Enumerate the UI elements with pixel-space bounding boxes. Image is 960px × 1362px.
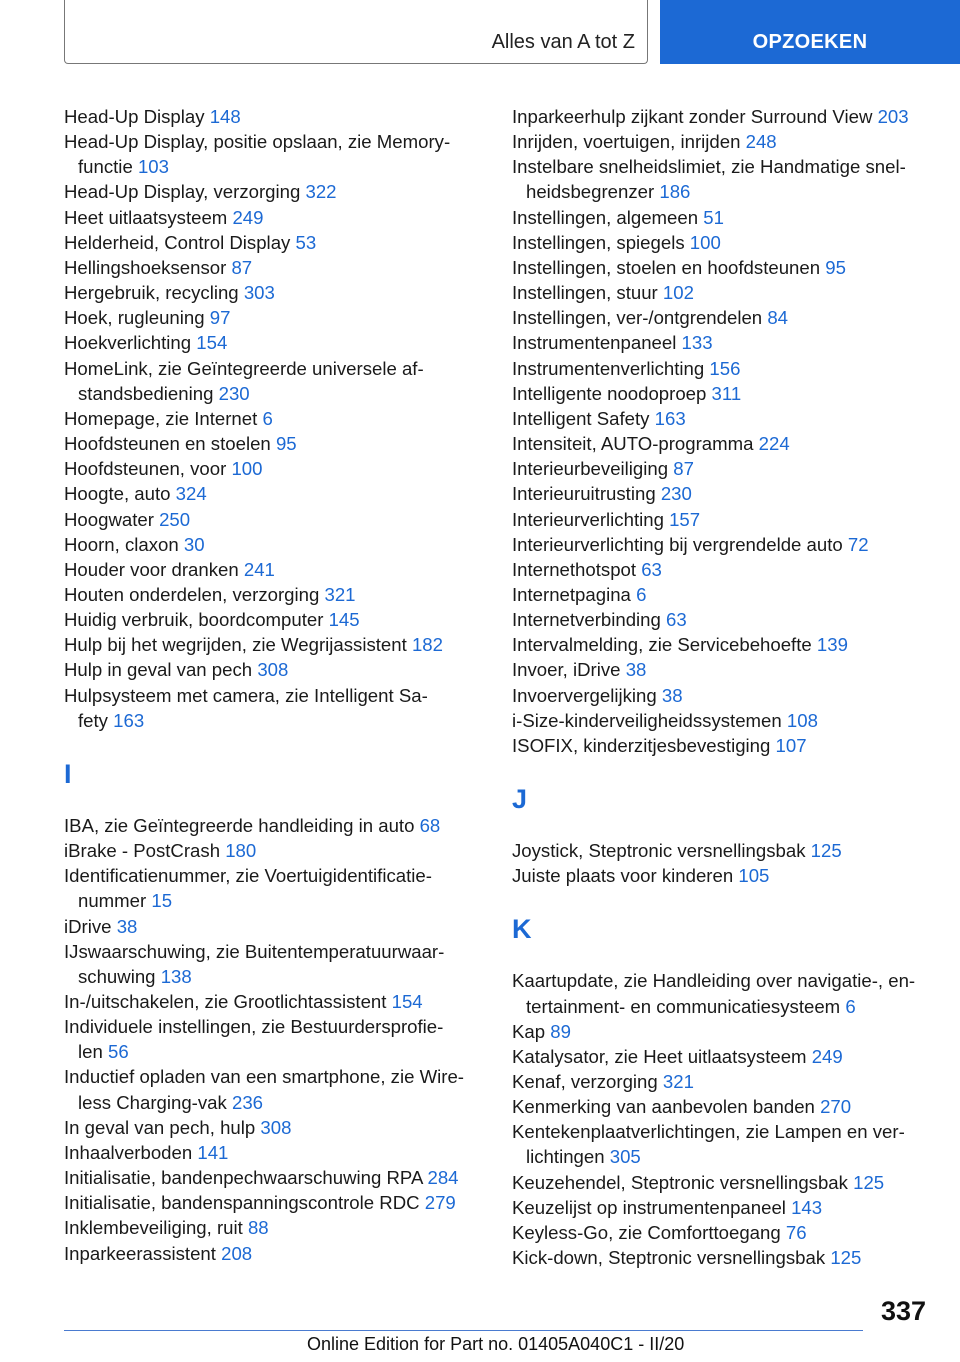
- entry-text: Homepage, zie Internet: [64, 407, 258, 429]
- entry-page-link[interactable]: 203: [877, 106, 909, 127]
- index-entry: [512, 968, 932, 1018]
- entry-text-continued: functie: [78, 156, 133, 178]
- index-entry: [64, 431, 484, 456]
- entry-text: Hoogwater: [64, 508, 154, 530]
- tab-alles-van-a-tot-z[interactable]: Alles van A tot Z: [64, 0, 648, 64]
- section-heading-k: K: [512, 914, 532, 945]
- entry-page-link[interactable]: 311: [711, 382, 742, 404]
- entry-text-continued: heidsbegrenzer: [526, 181, 655, 203]
- index-entry: [64, 1014, 484, 1064]
- entry-text-continued: schuwing: [78, 965, 156, 987]
- index-entry: [64, 582, 484, 607]
- entry-page-link[interactable]: 308: [257, 659, 289, 681]
- index-entry: [64, 356, 484, 406]
- entry-text: Kenaf, verzorging: [512, 1071, 658, 1092]
- entry-page-link[interactable]: 84: [767, 307, 789, 329]
- entry-page-link[interactable]: 154: [196, 332, 228, 354]
- entry-page-link[interactable]: 156: [709, 357, 741, 379]
- index-entry: [512, 632, 932, 657]
- index-entry: [64, 813, 484, 838]
- entry-page-link[interactable]: 100: [231, 458, 263, 480]
- index-entry: [64, 104, 484, 129]
- index-entry: [512, 205, 932, 230]
- index-entry: [64, 914, 484, 939]
- entry-page-link[interactable]: 138: [160, 965, 192, 987]
- entry-text: Hoekverlichting: [64, 332, 192, 354]
- index-entry: [512, 507, 932, 532]
- footer-edition-text: Online Edition for Part no. 01405A040C1 - II/20: [307, 1334, 685, 1354]
- index-entry: [512, 1195, 932, 1220]
- entry-text: Hulp bij het wegrijden, zie Wegrijassistent: [64, 634, 407, 656]
- index-entry: [512, 532, 932, 557]
- entry-page-link[interactable]: 322: [305, 181, 337, 203]
- index-entry: [512, 607, 932, 632]
- index-entry: [512, 733, 932, 758]
- entry-page-link[interactable]: 279: [424, 1192, 456, 1214]
- entry-text: Intelligent Safety: [512, 407, 650, 429]
- index-entry: [64, 632, 484, 657]
- entry-text: Interieurverlichting bij vergrendelde auto: [512, 533, 843, 555]
- entry-text: Instellingen, stoelen en hoofdsteunen: [512, 256, 821, 278]
- index-entry: [64, 683, 484, 733]
- entry-text: i-Size-kinderveiligheidssystemen: [512, 709, 782, 731]
- entry-text: Instellingen, stuur: [512, 282, 658, 304]
- entry-text: Intervalmelding, zie Servicebehoefte: [512, 634, 812, 656]
- entry-text: Helderheid, Control Display: [64, 231, 291, 253]
- entry-text: IJswaarschuwing, zie Buitentemperatuurwaar-: [64, 940, 445, 962]
- entry-text: Instellingen, ver-/ontgrendelen: [512, 307, 763, 329]
- index-entry: [64, 939, 484, 989]
- entry-page-link[interactable]: 56: [108, 1041, 129, 1063]
- entry-text: Keuzehendel, Steptronic versnellingsbak: [512, 1171, 848, 1193]
- entry-text: Houder voor dranken: [64, 558, 239, 580]
- entry-page-link[interactable]: 308: [260, 1116, 292, 1138]
- entry-page-link[interactable]: 6: [845, 995, 856, 1017]
- index-entry: [64, 330, 484, 355]
- section-heading-j: J: [512, 784, 528, 815]
- entry-text: iDrive: [64, 915, 112, 937]
- entry-page-link[interactable]: 249: [232, 206, 264, 228]
- header-tabs: [64, 0, 960, 66]
- entry-page-link[interactable]: 230: [218, 382, 250, 404]
- entry-text: Interieuruitrusting: [512, 483, 656, 505]
- index-entry: [64, 507, 484, 532]
- entry-page-link[interactable]: 249: [811, 1045, 843, 1067]
- entry-text-continued: fety: [78, 709, 108, 731]
- entry-page-link[interactable]: 38: [625, 659, 647, 681]
- entry-page-link[interactable]: 324: [175, 483, 207, 505]
- index-entry: [512, 104, 932, 129]
- index-entry: [64, 532, 484, 557]
- entry-text: Hergebruik, recycling: [64, 282, 239, 304]
- entry-page-link[interactable]: 321: [662, 1071, 694, 1092]
- index-entry: [512, 481, 932, 506]
- entry-text: Kenmerking van aanbevolen banden: [512, 1096, 815, 1118]
- index-entry: [64, 1215, 484, 1240]
- entry-page-link[interactable]: 103: [137, 156, 169, 178]
- index-entry: [64, 481, 484, 506]
- entry-text: Keyless-Go, zie Comforttoegang: [512, 1221, 781, 1243]
- entry-page-link[interactable]: 230: [660, 483, 692, 505]
- page-number: 337: [880, 1296, 926, 1326]
- entry-page-link[interactable]: 6: [262, 407, 273, 429]
- index-column-left: [64, 104, 484, 1266]
- entry-page-link[interactable]: 248: [745, 131, 777, 153]
- entry-text: In geval van pech, hulp: [64, 1116, 256, 1138]
- index-entry: [64, 280, 484, 305]
- entry-text: Internethotspot: [512, 558, 637, 580]
- entry-text: Instellingen, spiegels: [512, 231, 685, 253]
- index-entry: [64, 838, 484, 863]
- index-entry: [64, 607, 484, 632]
- index-entry: [512, 381, 932, 406]
- index-entry: [512, 1170, 932, 1195]
- entry-page-link[interactable]: 154: [391, 991, 423, 1012]
- entry-page-link[interactable]: 38: [661, 684, 683, 706]
- entry-text: Hoorn, claxon: [64, 533, 179, 555]
- entry-page-link[interactable]: 284: [427, 1167, 459, 1189]
- index-entry: [64, 255, 484, 280]
- entry-text-continued: nummer: [78, 890, 147, 912]
- entry-text: Houten onderdelen, verzorging: [64, 583, 320, 605]
- index-entry: [512, 456, 932, 481]
- entry-text: Inhaalverboden: [64, 1141, 193, 1163]
- entry-text: In-/uitschakelen, zie Grootlichtassistent: [64, 991, 387, 1012]
- footer-edition: [307, 1334, 684, 1355]
- entry-page-link[interactable]: 51: [703, 206, 724, 228]
- entry-text: HomeLink, zie Geïntegreerde universele af-: [64, 357, 424, 379]
- entry-page-link[interactable]: 125: [810, 840, 842, 862]
- entry-page-link[interactable]: 157: [669, 508, 701, 530]
- entry-text-continued: tertainment- en communicatiesysteem: [526, 995, 841, 1017]
- entry-page-link[interactable]: 180: [225, 840, 257, 862]
- entry-text: Kick-down, Steptronic versnellingsbak: [512, 1247, 826, 1269]
- entry-page-link[interactable]: 141: [197, 1141, 229, 1163]
- entry-page-link[interactable]: 305: [609, 1146, 641, 1168]
- entry-page-link[interactable]: 105: [738, 865, 770, 887]
- entry-text: Hoogte, auto: [64, 483, 171, 505]
- index-entry: [64, 205, 484, 230]
- index-entry: [64, 456, 484, 481]
- section-heading-i: I: [64, 758, 72, 789]
- index-entry: [512, 1019, 932, 1044]
- entry-text: Hoofdsteunen, voor: [64, 458, 227, 480]
- entry-page-link[interactable]: 236: [232, 1091, 264, 1113]
- entry-text: Instellingen, algemeen: [512, 206, 699, 228]
- index-entry: [512, 406, 932, 431]
- entry-text: Internetverbinding: [512, 609, 661, 631]
- entry-page-link[interactable]: 87: [673, 458, 694, 480]
- entry-text: Keuzelijst op instrumentenpaneel: [512, 1196, 786, 1218]
- entry-text: Kaartupdate, zie Handleiding over navigatie-, en-: [512, 970, 916, 992]
- index-entry: [512, 863, 932, 888]
- entry-text: Inductief opladen van een smartphone, zie Wire-: [64, 1066, 464, 1088]
- index-entry: [512, 356, 932, 381]
- entry-text: Inparkeerhulp zijkant zonder Surround View: [512, 106, 873, 127]
- entry-text: Katalysator, zie Heet uitlaatsysteem: [512, 1045, 807, 1067]
- entry-page-link[interactable]: 63: [666, 609, 687, 631]
- index-entry: [512, 1245, 932, 1270]
- index-entry: [64, 1165, 484, 1190]
- entry-page-link[interactable]: 88: [247, 1217, 269, 1239]
- index-entry: [64, 863, 484, 913]
- entry-page-link[interactable]: 95: [825, 256, 846, 278]
- entry-page-link[interactable]: 108: [786, 709, 818, 731]
- index-entry: [512, 1044, 932, 1069]
- entry-text: Huidig verbruik, boordcomputer: [64, 609, 324, 631]
- entry-text: Initialisatie, bandenpechwaarschuwing RPA: [64, 1167, 423, 1189]
- entry-page-link[interactable]: 321: [324, 583, 356, 605]
- entry-text: Joystick, Steptronic versnellingsbak: [512, 840, 806, 862]
- entry-text-continued: lichtingen: [526, 1146, 605, 1168]
- entry-text: Instrumentenpaneel: [512, 332, 677, 354]
- index-entry: [512, 330, 932, 355]
- entry-text: Juiste plaats voor kinderen: [512, 865, 734, 887]
- entry-page-link[interactable]: 89: [550, 1020, 571, 1042]
- entry-page-link[interactable]: 63: [641, 558, 662, 580]
- entry-page-link[interactable]: 133: [681, 332, 713, 354]
- index-entry: [64, 1140, 484, 1165]
- entry-text: Kentekenplaatverlichtingen, zie Lampen en ver-: [512, 1121, 905, 1143]
- index-entry: [512, 1094, 932, 1119]
- index-entry: [512, 1119, 932, 1169]
- entry-page-link[interactable]: 97: [209, 307, 231, 329]
- index-entry: [512, 305, 932, 330]
- index-entry: [512, 431, 932, 456]
- entry-page-link[interactable]: 30: [183, 533, 205, 555]
- entry-page-link[interactable]: 102: [662, 282, 694, 304]
- entry-page-link[interactable]: 148: [209, 106, 241, 127]
- entry-text-continued: len: [78, 1041, 103, 1063]
- entry-text: Kap: [512, 1020, 546, 1042]
- entry-text: Interieurbeveiliging: [512, 458, 669, 480]
- index-entry: [64, 305, 484, 330]
- entry-text: Inparkeerassistent: [64, 1242, 216, 1264]
- index-entry: [512, 1069, 932, 1094]
- entry-text: Intensiteit, AUTO-programma: [512, 433, 754, 455]
- entry-text: Inklembeveiliging, ruit: [64, 1217, 243, 1239]
- entry-page-link[interactable]: 38: [116, 915, 138, 937]
- index-entry: [64, 1115, 484, 1140]
- entry-page-link[interactable]: 303: [243, 282, 275, 304]
- footer-divider: [64, 1330, 863, 1331]
- index-entry: [64, 129, 484, 179]
- entry-page-link[interactable]: 76: [785, 1221, 807, 1243]
- entry-page-link[interactable]: 139: [816, 634, 848, 656]
- index-entry: [512, 230, 932, 255]
- entry-page-link[interactable]: 145: [328, 609, 360, 631]
- entry-text-continued: less Charging-vak: [78, 1091, 227, 1113]
- index-entry: [512, 708, 932, 733]
- entry-text: Head-Up Display, positie opslaan, zie Memory-: [64, 131, 451, 153]
- index-entry: [512, 557, 932, 582]
- entry-text: Interieurverlichting: [512, 508, 664, 530]
- index-entry: [64, 1241, 484, 1266]
- entry-text: IBA, zie Geïntegreerde handleiding in auto: [64, 814, 415, 836]
- entry-page-link[interactable]: 270: [820, 1096, 852, 1118]
- entry-page-link[interactable]: 182: [411, 634, 443, 656]
- index-column-right: [512, 104, 932, 1270]
- index-entry: [64, 557, 484, 582]
- index-entry: [512, 1220, 932, 1245]
- entry-text: Hoek, rugleuning: [64, 307, 205, 329]
- entry-text: Instelbare snelheidslimiet, zie Handmatige snel-: [512, 156, 906, 178]
- entry-text: Invoer, iDrive: [512, 659, 621, 681]
- index-entry: [512, 255, 932, 280]
- index-entry: [512, 838, 932, 863]
- entry-page-link[interactable]: 87: [231, 256, 253, 278]
- entry-text: Hulp in geval van pech: [64, 659, 253, 681]
- index-entry: [64, 406, 484, 431]
- entry-page-link[interactable]: 163: [113, 709, 145, 731]
- entry-page-link[interactable]: 53: [295, 231, 317, 253]
- index-entry: [64, 1190, 484, 1215]
- entry-page-link[interactable]: 95: [275, 433, 297, 455]
- entry-text: Internetpagina: [512, 583, 631, 605]
- index-entry: [64, 230, 484, 255]
- entry-text: Instrumentenverlichting: [512, 357, 705, 379]
- index-entry: [512, 657, 932, 682]
- entry-page-link[interactable]: 186: [659, 181, 691, 203]
- entry-text: Head-Up Display, verzorging: [64, 181, 301, 203]
- entry-page-link[interactable]: 250: [159, 508, 191, 530]
- tab-opzoeken[interactable]: OPZOEKEN: [660, 0, 960, 64]
- entry-text: Individuele instellingen, zie Bestuurdersprofie-: [64, 1016, 444, 1038]
- entry-text: Invoervergelijking: [512, 684, 657, 706]
- index-entry: [64, 657, 484, 682]
- entry-page-link[interactable]: 72: [847, 533, 869, 555]
- entry-page-link[interactable]: 163: [654, 407, 686, 429]
- entry-text: Initialisatie, bandenspanningscontrole RDC: [64, 1192, 420, 1214]
- index-entry: [64, 989, 484, 1014]
- entry-text: Hoofdsteunen en stoelen: [64, 433, 271, 455]
- entry-text: Hulpsysteem met camera, zie Intelligent Sa-: [64, 684, 428, 706]
- entry-page-link[interactable]: 125: [830, 1247, 862, 1269]
- index-entry: [512, 683, 932, 708]
- entry-page-link[interactable]: 6: [636, 583, 647, 605]
- index-entry: [512, 280, 932, 305]
- entry-text-continued: standsbediening: [78, 382, 214, 404]
- entry-page-link[interactable]: 143: [791, 1196, 823, 1218]
- entry-page-link[interactable]: 107: [775, 734, 807, 756]
- entry-page-link[interactable]: 224: [758, 433, 790, 455]
- entry-text: Identificatienummer, zie Voertuigidentificatie-: [64, 865, 432, 887]
- index-entry: [64, 179, 484, 204]
- entry-text: Head-Up Display: [64, 106, 205, 127]
- entry-page-link[interactable]: 15: [151, 890, 173, 912]
- entry-text: iBrake - PostCrash: [64, 840, 221, 862]
- entry-text: Intelligente noodoproep: [512, 382, 707, 404]
- index-entry: [512, 582, 932, 607]
- index-entry: [512, 154, 932, 204]
- entry-page-link[interactable]: 208: [221, 1242, 253, 1264]
- index-entry: [512, 129, 932, 154]
- entry-page-link[interactable]: 241: [243, 558, 275, 580]
- index-entry: [64, 1064, 484, 1114]
- entry-text: Hellingshoeksensor: [64, 256, 227, 278]
- entry-text: Inrijden, voertuigen, inrijden: [512, 131, 741, 153]
- entry-page-link[interactable]: 125: [853, 1171, 885, 1193]
- entry-page-link[interactable]: 100: [689, 231, 721, 253]
- entry-page-link[interactable]: 68: [419, 814, 441, 836]
- entry-text: Heet uitlaatsysteem: [64, 206, 228, 228]
- entry-text: ISOFIX, kinderzitjesbevestiging: [512, 734, 771, 756]
